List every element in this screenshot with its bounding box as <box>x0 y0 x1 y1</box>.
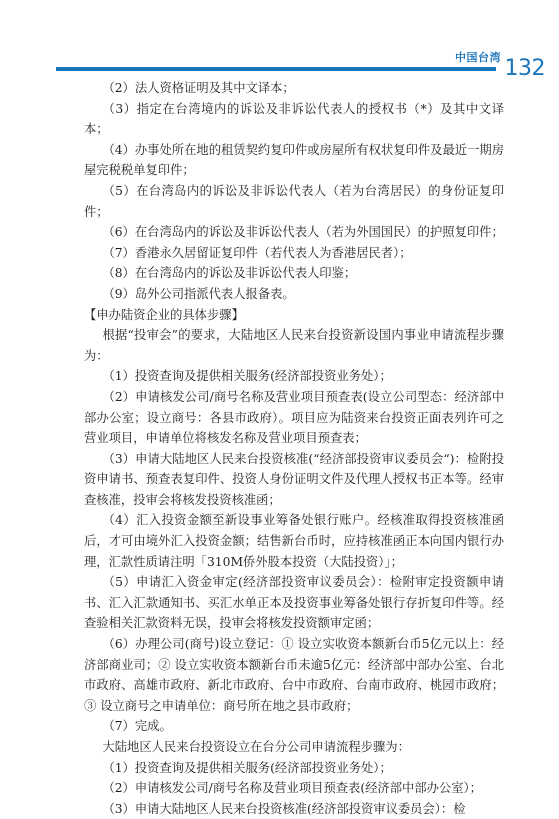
paragraph: （2）申请核发公司/商号名称及营业项目预查表(经济部中部办公室）； <box>102 781 482 796</box>
paragraph: （5）在台湾岛内的诉讼及非诉讼代表人（若为台湾居民）的身份证复印件； <box>84 183 504 219</box>
paragraph: （3）申请大陆地区人民来台投资核准(“经济部投资审议委员会“)：检附投资申请书、预查表复印件、投资人身份证明文件及代理人授权书正本等。经审查核准，投审会将核发投资核准函； <box>84 451 504 507</box>
header-section-label: 中国台湾 <box>455 51 501 64</box>
paragraph: （9）岛外公司指派代表人报备表。 <box>102 286 295 301</box>
paragraph: （6）在台湾岛内的诉讼及非诉讼代表人（若为外国国民）的护照复印件； <box>102 225 504 240</box>
paragraph: （2）法人资格证明及其中文译本； <box>102 81 295 95</box>
paragraph: （5）申请汇入资金审定(经济部投资审议委员会）：检附审定投资额申请书、汇入汇款通知书、买汇水单正本及投资事业筹备处银行存折复印件等。经查验相关汇款资料无误，投审会将核发投资额审定函； <box>84 575 504 631</box>
paragraph: （6）办理公司(商号)设立登记：① 设立实收资本额新台币5亿元以上：经济部商业司；② 设立实收资本额新台币未逾5亿元：经济部中部办公室、台北市政府、高雄市政府、新北市政府、台中市政府、台南市政府、桃园市政府；③ 设立商号之申请单位：商号所在地之县市政府； <box>84 637 504 713</box>
header-rule <box>56 67 496 71</box>
paragraph: （8）在台湾岛内的诉讼及非诉讼代表人印鉴； <box>102 266 357 281</box>
paragraph: （2）申请核发公司/商号名称及营业项目预查表(设立公司型态：经济部中部办公室；设立商号：各县市政府）。项目应为陆资来台投资正面表列许可之营业项目，申请单位将核发名称及营业项目预查表； <box>84 389 504 446</box>
paragraph: （7）完成。 <box>102 719 172 734</box>
paragraph: （3）申请大陆地区人民来台投资核准(经济部投资审议委员会）：检 <box>102 801 466 816</box>
body-text <box>84 78 504 819</box>
paragraph: （3）指定在台湾境内的诉讼及非诉讼代表人的授权书（*）及其中文译本； <box>84 101 504 137</box>
paragraph: （4）汇入投资金额至新设事业筹备处银行账户。经核准取得投资核准函后，才可由境外汇入投资金额；结售新台币时，应持核准函正本向国内银行办理，汇款性质请注明「310M侨外股本投资（大陆投资）」； <box>84 513 504 569</box>
section-heading: 【申办陆资企业的具体步骤】 <box>84 307 244 322</box>
paragraph: （1）投资查询及提供相关服务(经济部投资业务处）； <box>102 369 392 384</box>
paragraph: 根据“投审会”的要求，大陆地区人民来台投资新设国内事业申请流程步骤为： <box>84 328 504 363</box>
paragraph: （7）香港永久居留证复印件（若代表人为香港居民者）； <box>102 245 412 260</box>
paragraph: 大陆地区人民来台投资设立在台分公司申请流程步骤为： <box>102 740 410 754</box>
page-number: 132 <box>504 56 545 81</box>
paragraph: （4）办事处所在地的租赁契约复印件或房屋所有权状复印件及最近一期房屋完税税单复印件； <box>84 142 504 178</box>
paragraph: （1）投资查询及提供相关服务(经济部投资业务处）； <box>102 760 392 775</box>
